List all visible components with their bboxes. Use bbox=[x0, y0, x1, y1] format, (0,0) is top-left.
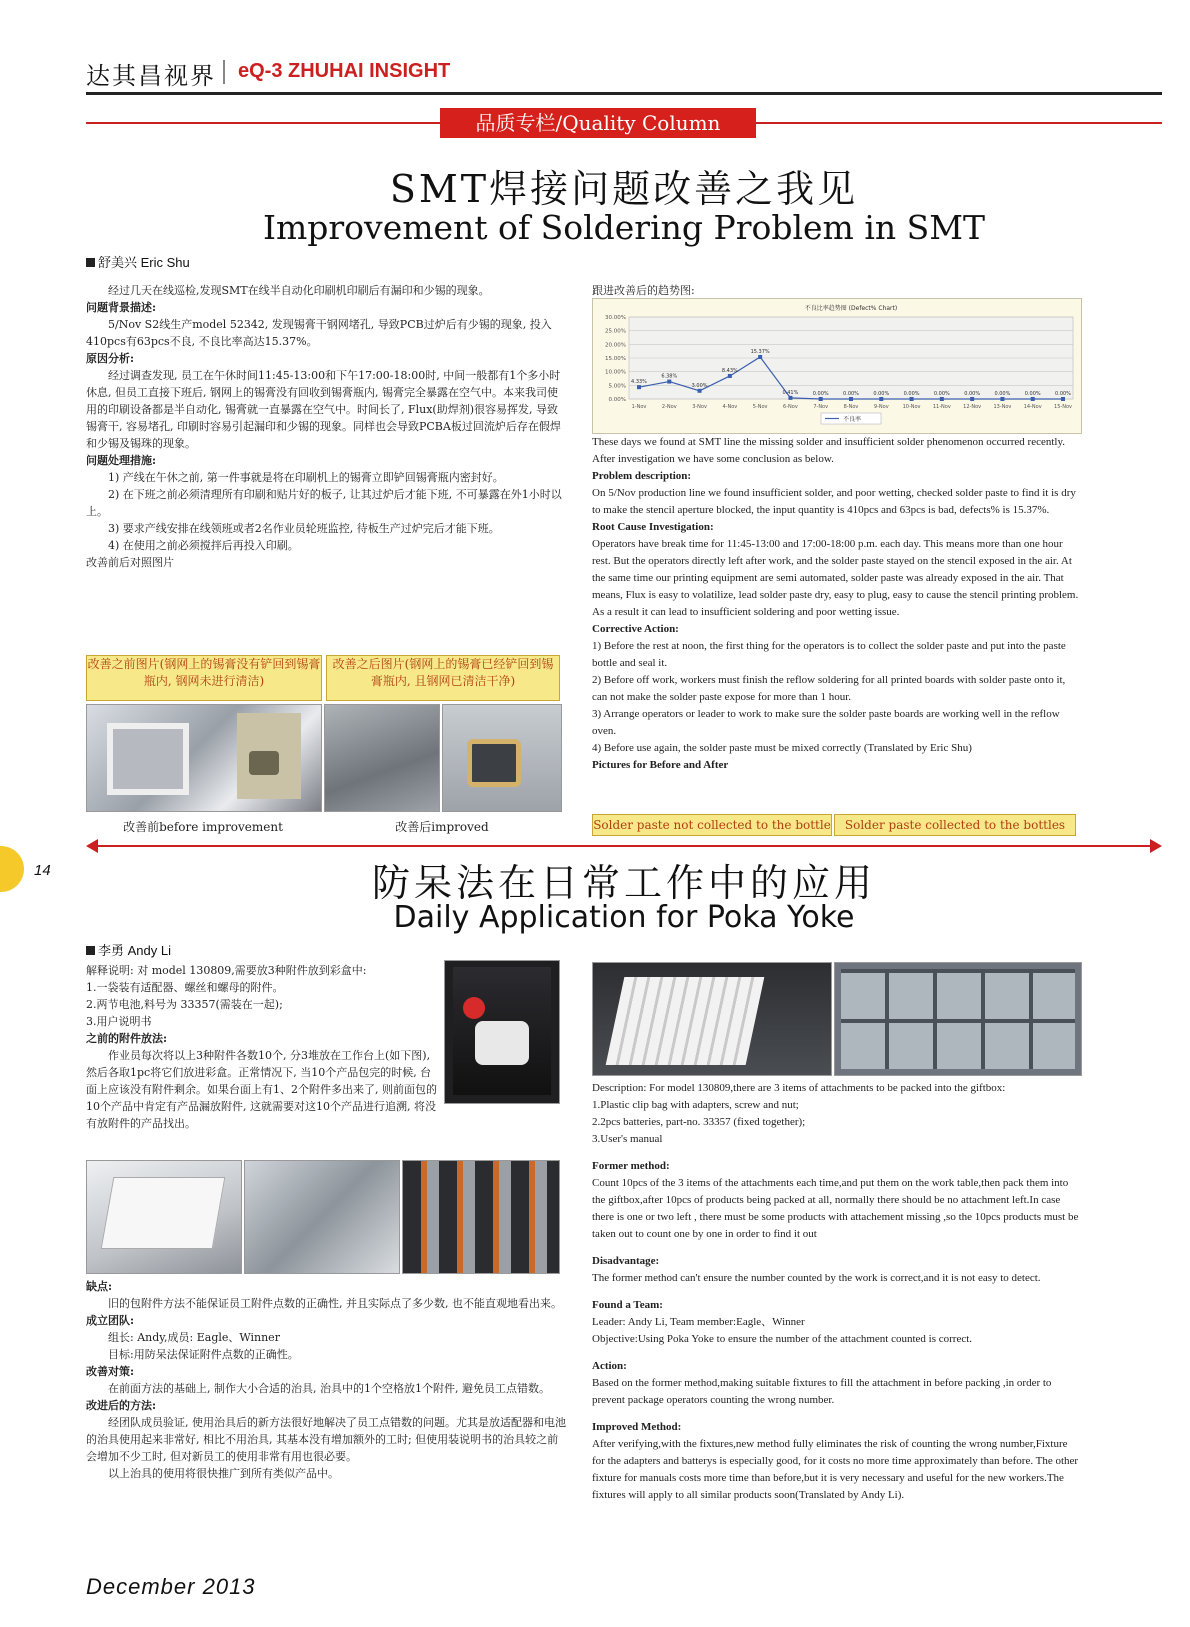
x-tick-label: 9-Nov bbox=[873, 404, 889, 410]
paragraph: 5/Nov S2线生产model 52342, 发现锡膏干钢网堵孔, 导致PCB过炉后有少锡的现象, 投入410pcs有63pcs不良, 不良比率高达15.37%。 bbox=[86, 318, 552, 348]
list-item: 1.一袋装有适配器、螺丝和螺母的附件。 bbox=[86, 981, 284, 994]
data-point bbox=[879, 397, 883, 401]
paragraph: On 5/Nov production line we found insufficient solder, and poor wetting, checked solder paste to find it is dry to make the stencil aperture blocked, the input quantity is 410pcs and 63pcs is bad, defects% is 15.37%. bbox=[592, 487, 1076, 516]
subheading: Disadvantage: bbox=[592, 1255, 660, 1267]
data-point bbox=[970, 397, 974, 401]
arrow-right-icon bbox=[1150, 839, 1162, 853]
data-label: 0.00% bbox=[933, 391, 950, 397]
x-tick-label: 15-Nov bbox=[1054, 404, 1072, 410]
column-tab: 品质专栏/Quality Column bbox=[440, 108, 756, 138]
page-number: 14 bbox=[34, 862, 51, 879]
data-point bbox=[698, 389, 702, 393]
data-label: 0.00% bbox=[964, 391, 981, 397]
article2-cn-top bbox=[86, 962, 440, 1132]
data-label: 0.00% bbox=[1024, 391, 1041, 397]
paragraph: 旧的包附件方法不能保证员工附件点数的正确性, 并且实际点了多少数, 也不能直观地看出来。 bbox=[108, 1297, 562, 1310]
header-rule bbox=[86, 92, 1162, 95]
magazine-name-cn: 达其昌视界 bbox=[86, 62, 216, 90]
spacer bbox=[592, 1287, 1082, 1297]
data-point bbox=[819, 397, 823, 401]
y-tick-label: 0.00% bbox=[608, 397, 626, 403]
x-tick-label: 2-Nov bbox=[661, 404, 677, 410]
data-point bbox=[940, 397, 944, 401]
subheading: Corrective Action: bbox=[592, 623, 679, 635]
subheading: 改善对策: bbox=[86, 1365, 135, 1378]
x-tick-label: 5-Nov bbox=[752, 404, 768, 410]
data-point bbox=[758, 355, 762, 359]
article2-title-cn: 防呆法在日常工作中的应用 bbox=[371, 861, 876, 905]
data-point bbox=[1061, 397, 1065, 401]
article2-cn-bottom bbox=[86, 1278, 568, 1482]
header-divider bbox=[223, 60, 225, 84]
data-point bbox=[788, 396, 792, 400]
article2-author-name: 李勇 Andy Li bbox=[98, 943, 171, 958]
data-label: 8.43% bbox=[721, 367, 738, 374]
spacer bbox=[592, 1148, 1082, 1158]
clip-bags-photo bbox=[244, 1160, 400, 1274]
x-tick-label: 8-Nov bbox=[843, 404, 859, 410]
paragraph: 3) Arrange operators or leader to work to make sure the solder paste boards are working well in the reflow oven. bbox=[592, 708, 1060, 737]
author-square-icon bbox=[86, 946, 95, 955]
x-tick-label: 4-Nov bbox=[722, 404, 738, 410]
paragraph: 目标:用防呆法保证附件点数的正确性。 bbox=[108, 1348, 299, 1361]
data-label: 0.00% bbox=[1055, 391, 1071, 397]
data-point bbox=[910, 397, 914, 401]
paragraph: 4) 在使用之前必须搅拌后再投入印刷。 bbox=[108, 539, 299, 552]
x-tick-label: 10-Nov bbox=[902, 404, 921, 410]
chart-title: 不良比率趋势图 (Defect% Chart) bbox=[804, 305, 898, 312]
paragraph: After verifying,with the fixtures,new method fully eliminates the risk of counting the wrong number,Fixture for the adapters and batterys is especially good, for it costs no more time approximately than before. The other fixture for manuals costs more time than before,but it is very necessary and useful for the new workers.The fixtures will apply to all similar products soon(Translated by Andy Li). bbox=[592, 1438, 1079, 1501]
y-tick-label: 5.00% bbox=[608, 383, 626, 390]
paragraph: These days we found at SMT line the missing solder and insufficient solder phenomenon occurred recently. After investigation we have some conclusion as below. bbox=[592, 436, 1065, 465]
after-photo-closeup bbox=[442, 704, 562, 812]
data-point bbox=[667, 380, 671, 384]
y-tick-label: 30.00% bbox=[605, 315, 626, 321]
list-item: 3.用户说明书 bbox=[86, 1015, 152, 1028]
x-tick-label: 14-Nov bbox=[1023, 404, 1042, 410]
paragraph: 组长: Andy,成员: Eagle、Winner bbox=[108, 1331, 280, 1344]
product-box-photo bbox=[444, 960, 560, 1104]
paragraph: 作业员每次将以上3种附件各数10个, 分3堆放在工作台上(如下图), 然后各取1pc将它们放进彩盒。正常情况下, 当10个产品包完的时候, 台面上应该没有附件剩余。如果台面上有1、2个附件多出来了, 则前面包的10个产品中肯定有产品漏放附件, 这就需要对这10个产品进行追溯, 将没有放附件的产品找出。 bbox=[86, 1049, 437, 1130]
subheading: Root Cause Investigation: bbox=[592, 521, 714, 533]
paragraph: Description: For model 130809,there are 3 items of attachments to be packed into the giftbox: bbox=[592, 1082, 1006, 1094]
y-tick-label: 10.00% bbox=[605, 369, 626, 376]
x-tick-label: 6-Nov bbox=[783, 404, 798, 410]
paragraph: 2) Before off work, workers must finish the reflow soldering for all printed boards with solder paste onto it, can not make the solder paste expose for more than 1 hour. bbox=[592, 674, 1066, 703]
paragraph: 经过调查发现, 员工在午休时间11:45-13:00和下午17:00-18:00时, 中间一般都有1个多小时休息, 但员工直接下班后, 钢网上的锡膏没有回收到锡膏瓶内, 锡膏完全暴露在空气中。本来我司使用的印刷设备都是半自动化, 锡膏就一直暴露在空气中。时间长了, Flux(助焊剂)很容易挥发, 导致锡膏干, 容易堵孔, 印刷时容易引起漏印和少锡的现象。同样也会导致PCBA板过回流炉后存在假焊和少锡及锡珠的现象。 bbox=[86, 369, 561, 450]
spacer bbox=[592, 1243, 1082, 1253]
paragraph: Count 10pcs of the 3 items of the attachments each time,and put them on the work table,then pack them into the giftbox,after 10pcs of products being packed at all, normally there should be no attachment left.In case there is one or two left , there must be some products with attachement missing ,so the 10pcs products must be taken out to count one by one in order to find it out bbox=[592, 1177, 1079, 1240]
data-label: 0.00% bbox=[812, 391, 829, 397]
subheading: Action: bbox=[592, 1360, 627, 1372]
data-label: 0.00% bbox=[903, 391, 920, 397]
paragraph: Operators have break time for 11:45-13:00 and 17:00-18:00 p.m. each day. This means more than one hour rest. But the operators directly left after work, and the solder paste stayed on the stencil exposed in the air. At the same time our printing equipment are semi automated, solder paste was already exposed in the air. That means, Flux is easy to volatilize, lead solder paste dry, easy to plug, easy to cause the stencil printing problem. As a result it can lead to insufficient soldering and poor wetting issue. bbox=[592, 538, 1079, 618]
article2-title-en: Daily Application for Poka Yoke bbox=[393, 900, 855, 935]
after-en-box: Solder paste collected to the bottles bbox=[834, 814, 1076, 836]
data-label: 0.00% bbox=[873, 391, 890, 397]
list-item: 1.Plastic clip bag with adapters, screw and nut; bbox=[592, 1099, 799, 1111]
defect-trend-chart bbox=[592, 298, 1082, 434]
article1-cn-body bbox=[86, 282, 568, 571]
paragraph: 3) 要求产线安排在线领班或者2名作业员轮班监控, 待板生产过炉完后才能下班。 bbox=[108, 522, 500, 535]
data-point bbox=[637, 385, 641, 389]
subheading: 缺点: bbox=[86, 1280, 113, 1293]
arrow-left-icon bbox=[86, 839, 98, 853]
batteries-photo bbox=[402, 1160, 560, 1274]
subheading: Problem description: bbox=[592, 470, 692, 482]
paragraph: Based on the former method,making suitable fixtures to fill the attachment in before packing ,in order to prevent package operators counting the wrong number. bbox=[592, 1377, 1052, 1406]
paragraph: 改善前后对照图片 bbox=[86, 556, 174, 569]
paragraph: 经团队成员验证, 使用治具后的新方法很好地解决了员工点错数的问题。尤其是放适配器和电池的治具使用起来非常好, 相比不用治具, 其基本没有增加额外的工时; 但使用装说明书的治具较之前会增加不少工时, 但对新员工的使用非常有用也很必要。 bbox=[86, 1416, 566, 1463]
data-label: 4.33% bbox=[631, 379, 647, 386]
x-tick-label: 12-Nov bbox=[963, 404, 982, 410]
data-label: 0.00% bbox=[994, 391, 1011, 397]
x-tick-label: 11-Nov bbox=[932, 404, 951, 410]
article2-author bbox=[86, 940, 171, 959]
defect-chart-svg bbox=[593, 299, 1081, 433]
data-point bbox=[1000, 397, 1004, 401]
page-number-dot bbox=[0, 846, 24, 892]
paragraph: 1) 产线在午休之前, 第一件事就是将在印刷机上的锡膏立即铲回锡膏瓶内密封好。 bbox=[108, 471, 504, 484]
x-tick-label: 7-Nov bbox=[813, 404, 829, 410]
paragraph: Objective:Using Poka Yoke to ensure the number of the attachment counted is correct. bbox=[592, 1333, 973, 1345]
subheading: 问题处理措施: bbox=[86, 454, 157, 467]
paragraph: 以上治具的使用将很快推广到所有类似产品中。 bbox=[108, 1467, 339, 1480]
data-label: 15.37% bbox=[750, 348, 770, 355]
list-item: 3.User's manual bbox=[592, 1133, 663, 1145]
paragraph: 经过几天在线巡检,发现SMT在线半自动化印刷机印刷后有漏印和少锡的现象。 bbox=[108, 284, 490, 297]
article1-author-name: 舒美兴 Eric Shu bbox=[98, 255, 190, 270]
subheading: 原因分析: bbox=[86, 352, 135, 365]
manual-fixture-photo bbox=[592, 962, 832, 1076]
subheading: 问题背景描述: bbox=[86, 301, 157, 314]
data-point bbox=[849, 397, 853, 401]
magazine-name-en: eQ-3 ZHUHAI INSIGHT bbox=[238, 60, 451, 82]
paragraph: 解释说明: 对 model 130809,需要放3种附件放到彩盒中: bbox=[86, 964, 367, 977]
paragraph: The former method can't ensure the number counted by the work is correct,and it is not easy to detect. bbox=[592, 1272, 1041, 1284]
manuals-stack-photo bbox=[86, 1160, 242, 1274]
article1-title-en: Improvement of Soldering Problem in SMT bbox=[262, 208, 986, 247]
before-photo bbox=[86, 704, 322, 812]
paragraph: 4) Before use again, the solder paste must be mixed correctly (Translated by Eric Shu) bbox=[592, 742, 972, 754]
subheading: 成立团队: bbox=[86, 1314, 135, 1327]
x-tick-label: 3-Nov bbox=[692, 404, 707, 410]
y-tick-label: 20.00% bbox=[605, 342, 626, 349]
y-tick-label: 25.00% bbox=[605, 328, 626, 335]
section-divider bbox=[92, 845, 1158, 847]
subheading: Former method: bbox=[592, 1160, 670, 1172]
data-label: 3.00% bbox=[691, 382, 708, 389]
list-item: 2.两节电池,料号为 33357(需装在一起); bbox=[86, 998, 283, 1011]
legend-label: 不良率 bbox=[843, 416, 862, 423]
subheading: Pictures for Before and After bbox=[592, 759, 729, 771]
before-caption-box: 改善之前图片(钢网上的锡膏没有铲回到锡膏瓶内, 钢网未进行清洁) bbox=[86, 655, 322, 701]
y-tick-label: 15.00% bbox=[605, 356, 626, 362]
spacer bbox=[592, 1348, 1082, 1358]
data-point bbox=[728, 374, 732, 378]
data-point bbox=[1031, 397, 1035, 401]
paragraph: 2) 在下班之前必须清理所有印刷和贴片好的板子, 让其过炉后才能下班, 不可暴露在外1小时以上。 bbox=[86, 488, 562, 518]
list-item: 2.2pcs batteries, part-no. 33357 (fixed together); bbox=[592, 1116, 806, 1128]
subheading: 之前的附件放法: bbox=[86, 1032, 168, 1045]
data-label: 0.00% bbox=[843, 391, 859, 397]
article2-en-body bbox=[592, 1080, 1082, 1504]
before-photo-caption: 改善前before improvement bbox=[123, 820, 283, 834]
x-tick-label: 13-Nov bbox=[993, 404, 1012, 410]
before-en-box: Solder paste not collected to the bottle bbox=[592, 814, 832, 836]
subheading: 改进后的方法: bbox=[86, 1399, 157, 1412]
spacer bbox=[592, 1409, 1082, 1419]
paragraph: 在前面方法的基础上, 制作大小合适的治具, 治具中的1个空格放1个附件, 避免员工点错数。 bbox=[108, 1382, 550, 1395]
trend-chart-title: 跟进改善后的趋势图: bbox=[592, 284, 695, 297]
data-label: 6.38% bbox=[661, 373, 678, 380]
issue-date: December 2013 bbox=[86, 1574, 256, 1599]
after-caption-box: 改善之后图片(钢网上的锡膏已经铲回到锡膏瓶内, 且钢网已清洁干净) bbox=[326, 655, 560, 701]
author-square-icon bbox=[86, 258, 95, 267]
adapter-fixture-photo bbox=[834, 962, 1082, 1076]
paragraph: Leader: Andy Li, Team member:Eagle、Winner bbox=[592, 1316, 805, 1328]
article1-title-cn: SMT焊接问题改善之我见 bbox=[389, 167, 859, 211]
after-photo-caption: 改善后improved bbox=[395, 820, 489, 834]
after-photo-stencil bbox=[324, 704, 440, 812]
data-label: 0.41% bbox=[782, 389, 799, 396]
article1-en-body bbox=[592, 434, 1080, 774]
subheading: Improved Method: bbox=[592, 1421, 682, 1433]
subheading: Found a Team: bbox=[592, 1299, 663, 1311]
x-tick-label: 1-Nov bbox=[631, 404, 647, 410]
paragraph: 1) Before the rest at noon, the first thing for the operators is to collect the solder paste and put into the paste bottle and seal it. bbox=[592, 640, 1066, 669]
article1-author bbox=[86, 252, 190, 271]
